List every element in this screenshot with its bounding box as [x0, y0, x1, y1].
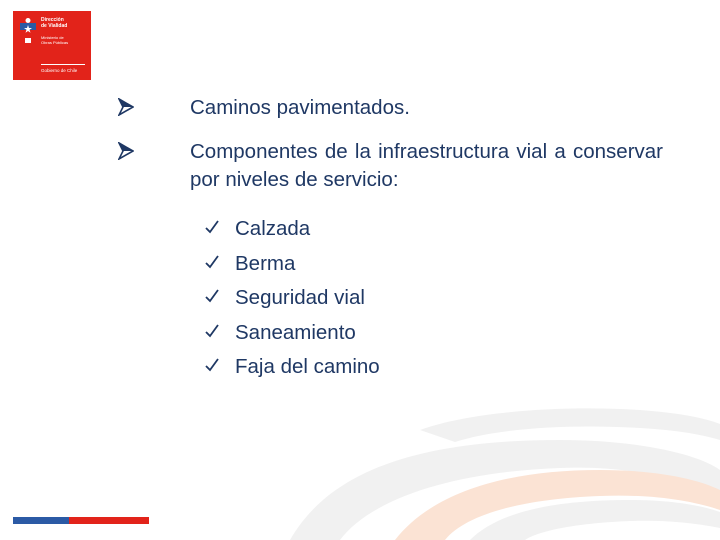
checkmark-icon: [205, 358, 219, 372]
arrowhead-bullet-icon: [118, 142, 134, 160]
direccion-de-vialidad-logo: [13, 11, 91, 80]
checkmark-icon: [205, 289, 219, 303]
logo-title-line2: de Vialidad: [41, 23, 68, 29]
chile-coat-of-arms-icon: [18, 17, 38, 45]
flag-bar-blue: [13, 517, 69, 524]
logo-divider: [41, 64, 85, 65]
bullet-text: Caminos pavimentados.: [190, 96, 410, 119]
list-item-label: Berma: [235, 251, 296, 275]
list-item-label: Faja del camino: [235, 355, 380, 378]
logo-title-line1: Dirección: [41, 17, 64, 23]
logo-government-line: Gobierno de Chile: [41, 68, 78, 73]
logo-ministry-line2: Obras Públicas: [41, 40, 69, 45]
list-item-label: Calzada: [235, 217, 311, 240]
flag-color-bar: [13, 517, 149, 524]
checkmark-icon: [205, 220, 219, 234]
arrowhead-bullet-icon: [118, 98, 134, 116]
list-item-label: Seguridad vial: [235, 286, 365, 309]
logo-ministry-line1: Ministerio de: [41, 35, 64, 40]
list-item-label: Saneamiento: [235, 320, 356, 344]
flag-bar-red: [69, 517, 149, 524]
bullet-text: Componentes de la infraestructura vial a conservar por niveles de servicio:: [190, 140, 663, 191]
checkmark-icon: [205, 255, 219, 269]
checkmark-icon: [205, 324, 219, 338]
